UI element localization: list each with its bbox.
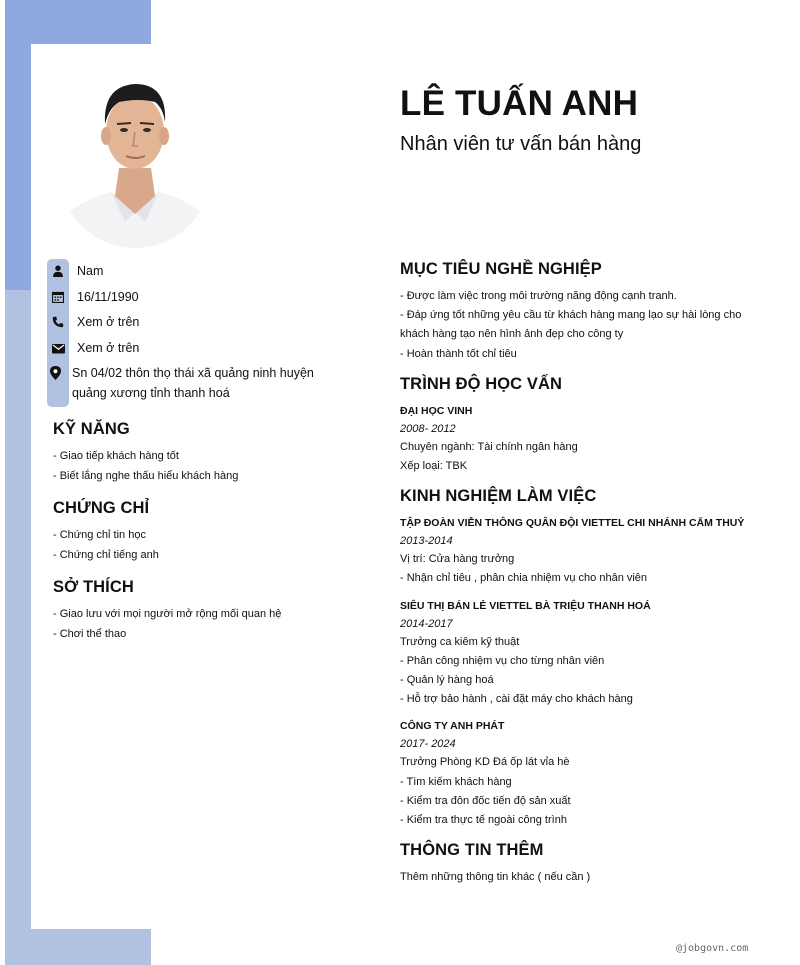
contact-email: [50, 338, 340, 358]
experience-heading: KINH NGHIỆM LÀM VIỆC: [400, 487, 597, 506]
education-major: Chuyên ngành: Tài chính ngân hàng: [400, 440, 578, 453]
job-detail: Trưởng Phòng KD Đá ốp lát vỉa hè: [400, 756, 570, 769]
gender-text: Nam: [77, 264, 104, 278]
calendar-icon: [50, 289, 66, 305]
experience-section: [400, 487, 765, 830]
school-name: ĐẠI HỌC VINH: [400, 404, 473, 417]
education-period: 2008- 2012: [400, 422, 456, 435]
person-icon: [50, 263, 66, 279]
job-detail: Trưởng ca kiêm kỹ thuật: [400, 635, 520, 648]
extra-info-section: [400, 841, 765, 887]
profile-photo: [59, 72, 211, 248]
objective-item: - Đáp ứng tốt những yêu cầu từ khách hàng mang lạo sự hài lòng cho khách hàng tạo nên hình ảnh đẹp cho công ty: [400, 309, 742, 341]
objective-heading: MỤC TIÊU NGHỀ NGHIỆP: [400, 260, 602, 278]
company-name: CÔNG TY ANH PHÁT: [400, 720, 505, 733]
location-icon: [50, 365, 61, 381]
hobbies-section: [53, 578, 343, 644]
job-detail: - Nhận chỉ tiêu , phân chia nhiệm vụ cho nhân viên: [400, 572, 648, 585]
contact-address: [50, 363, 340, 403]
education-section: [400, 375, 765, 476]
hobby-item: - Chơi thể thao: [53, 627, 127, 640]
hobby-item: - Giao lưu với mọi người mở rộng mối quan hệ: [53, 608, 282, 620]
job-title: Nhân viên tư vấn bán hàng: [400, 133, 642, 155]
contact-birthday: [50, 287, 340, 307]
skills-heading: KỸ NĂNG: [53, 420, 130, 438]
job-entry: [400, 717, 765, 830]
certificates-section: [53, 499, 343, 565]
person-name: LÊ TUẤN ANH: [400, 84, 639, 123]
job-entry: [400, 514, 765, 588]
phone-icon: [50, 314, 66, 330]
certificates-heading: CHỨNG CHỈ: [53, 499, 150, 517]
skills-section: [53, 420, 343, 486]
job-detail: - Kiểm tra thực tế ngoài công trình: [400, 814, 567, 827]
job-entry: [400, 597, 765, 710]
job-detail: - Tìm kiếm khách hàng: [400, 775, 512, 788]
job-period: 2014-2017: [400, 617, 453, 630]
company-name: SIÊU THỊ BÁN LẺ VIETTEL BÀ TRIỆU THANH HOÁ: [400, 599, 651, 612]
job-detail: - Quản lý hàng hoá: [400, 674, 494, 687]
extra-info-text: Thêm những thông tin khác ( nếu cần ): [400, 871, 591, 884]
address-text: Sn 04/02 thôn thọ thái xã quảng ninh huyện quảng xương tỉnh thanh hoá: [72, 366, 314, 400]
certificate-item: - Chứng chỉ tin học: [53, 529, 146, 541]
watermark: @jobgovn.com: [676, 943, 749, 954]
skill-item: - Giao tiếp khách hàng tốt: [53, 450, 179, 462]
extra-info-heading: THÔNG TIN THÊM: [400, 841, 544, 860]
objective-item: - Được làm việc trong môi trường năng động cạnh tranh.: [400, 290, 677, 302]
education-rank: Xếp loại: TBK: [400, 460, 468, 473]
hobbies-heading: SỞ THÍCH: [53, 578, 134, 596]
contact-gender: [50, 261, 340, 281]
contact-phone: [50, 312, 340, 332]
birthday-text: 16/11/1990: [77, 290, 139, 304]
job-detail: - Hỗ trợ bảo hành , cài đặt máy cho khách hàng: [400, 693, 633, 706]
job-detail: - Kiểm tra đôn đốc tiến độ sản xuất: [400, 794, 571, 807]
job-detail: - Phân công nhiệm vụ cho từng nhân viên: [400, 654, 605, 667]
objective-item: - Hoàn thành tốt chỉ tiêu: [400, 347, 517, 360]
right-column: [400, 260, 765, 898]
education-heading: TRÌNH ĐỘ HỌC VẤN: [400, 374, 563, 393]
job-detail: Vị trí: Cửa hàng trưởng: [400, 553, 515, 566]
phone-text: Xem ở trên: [77, 315, 140, 329]
certificate-item: - Chứng chỉ tiếng anh: [53, 548, 159, 561]
left-column: [53, 420, 343, 657]
company-name: TẬP ĐOÀN VIỄN THÔNG QUÂN ĐỘI VIETTEL CHI NHÁNH CẨM THUỶ: [400, 517, 745, 530]
email-text: Xem ở trên: [77, 341, 140, 355]
objective-section: [400, 260, 765, 364]
skill-item: - Biết lắng nghe thấu hiểu khách hàng: [53, 469, 239, 482]
job-period: 2017- 2024: [400, 738, 456, 751]
job-period: 2013-2014: [400, 535, 453, 548]
email-icon: [50, 340, 66, 356]
